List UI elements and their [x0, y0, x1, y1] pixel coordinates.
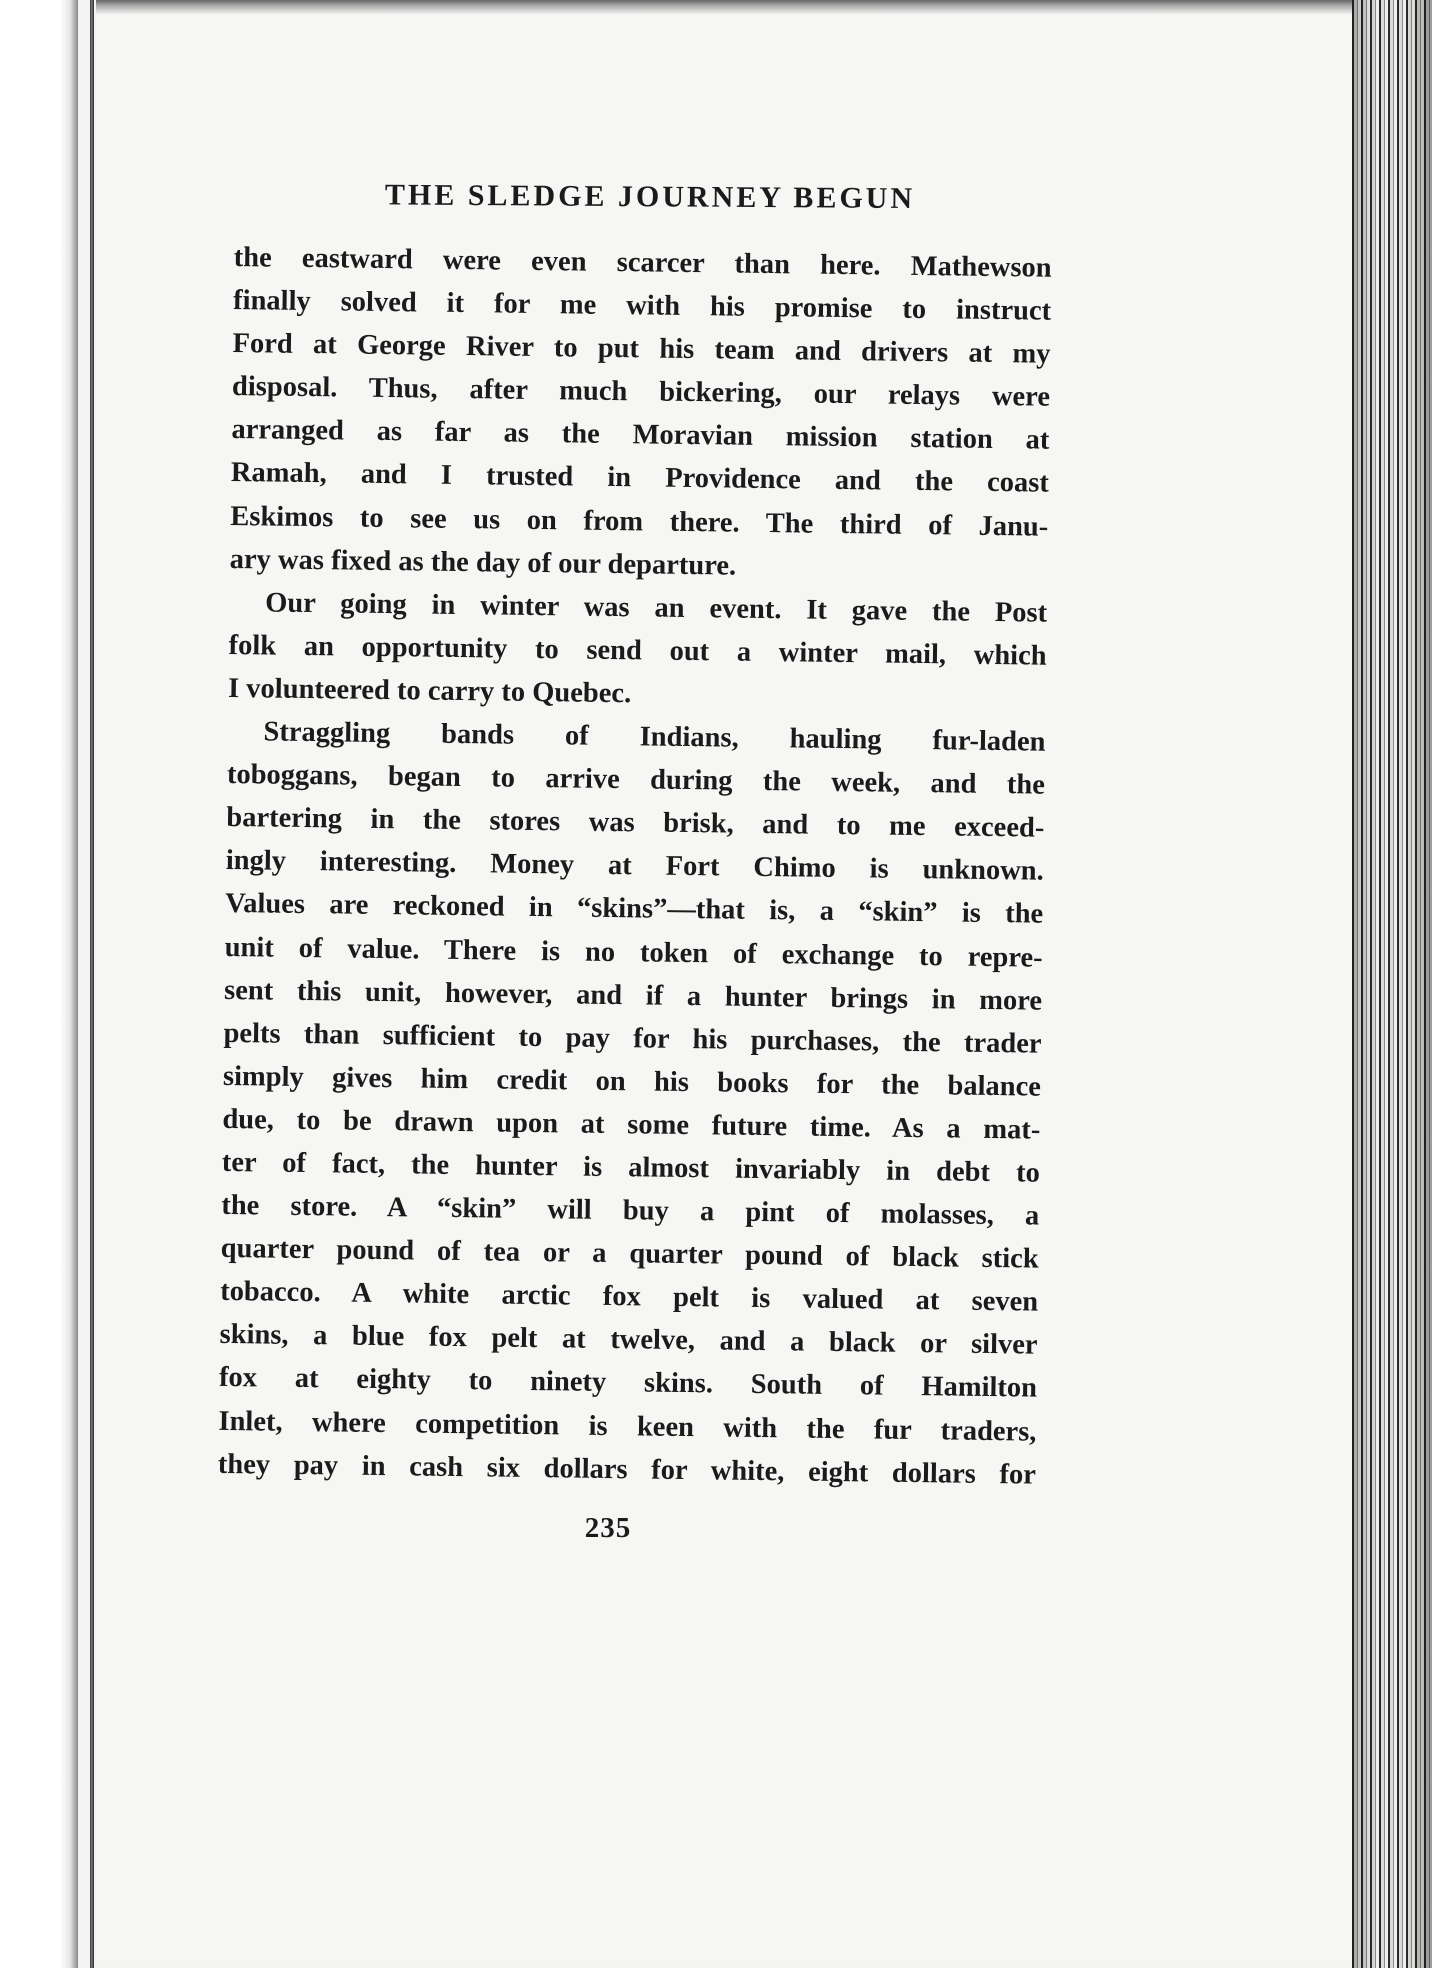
- text-line: ary was fixed as the day of our departure.: [229, 543, 737, 582]
- text-line: Inlet, where competition is keen with the fur traders,: [218, 1405, 1037, 1448]
- text-line: folk an opportunity to send out a winter mail, which: [228, 629, 1047, 672]
- body-text: [218, 236, 1052, 1496]
- text-line: the eastward were even scarcer than here. Mathewson: [233, 241, 1052, 284]
- text-line: bartering in the stores was brisk, and to me exceed-: [226, 802, 1045, 844]
- text-line: arranged as far as the Moravian mission station at: [231, 414, 1050, 457]
- text-line: finally solved it for me with his promise to instruct: [232, 285, 1052, 327]
- text-line: disposal. Thus, after much bickering, our relays were: [231, 371, 1051, 413]
- text-line: the store. A “skin” will buy a pint of molasses, a: [221, 1189, 1040, 1232]
- running-head: THE SLEDGE JOURNEY BEGUN: [384, 178, 916, 216]
- text-line: simply gives him credit on his books for the balance: [222, 1060, 1042, 1103]
- text-line: fox at eighty to ninety skins. South of Hamilton: [218, 1362, 1038, 1405]
- text-line: Ford at George River to put his team and drivers at my: [232, 328, 1051, 370]
- book-gutter: [90, 0, 94, 1968]
- text-line: pelts than sufficient to pay for his purchases, the trader: [223, 1017, 1042, 1060]
- text-line: ingly interesting. Money at Fort Chimo is unknown.: [225, 845, 1044, 887]
- text-line: tobacco. A white arctic fox pelt is valued at seven: [219, 1276, 1039, 1318]
- text-line: sent this unit, however, and if a hunter brings in more: [223, 974, 1043, 1017]
- text-line: Values are reckoned in “skins”—that is, a “skin” is the: [225, 888, 1044, 931]
- text-line: skins, a blue fox pelt at twelve, and a black or silver: [219, 1319, 1038, 1361]
- text-line: Ramah, and I trusted in Providence and the coast: [230, 457, 1050, 500]
- text-line: I volunteered to carry to Quebec.: [227, 672, 632, 710]
- text-line: Eskimos to see us on from there. The third of Janu-: [230, 500, 1049, 543]
- text-line: Straggling bands of Indians, hauling fur-laden: [263, 716, 1046, 758]
- scan-left-margin: [0, 0, 78, 1968]
- page-number: 235: [584, 1512, 632, 1544]
- page-top-shadow: [96, 0, 1352, 14]
- text-line: ter of fact, the hunter is almost invariably in debt to: [221, 1146, 1041, 1189]
- text-line: Our going in winter was an event. It gave the Post: [264, 587, 1048, 629]
- page-edges-shadow: [1352, 0, 1432, 1968]
- text-line: quarter pound of tea or a quarter pound of black stick: [220, 1233, 1039, 1275]
- text-line: they pay in cash six dollars for white, eight dollars for: [217, 1448, 1037, 1491]
- text-line: toboggans, began to arrive during the week, and the: [226, 759, 1046, 801]
- text-line: due, to be drawn upon at some future time. As a mat-: [222, 1103, 1041, 1146]
- text-line: unit of value. There is no token of exchange to repre-: [224, 931, 1043, 974]
